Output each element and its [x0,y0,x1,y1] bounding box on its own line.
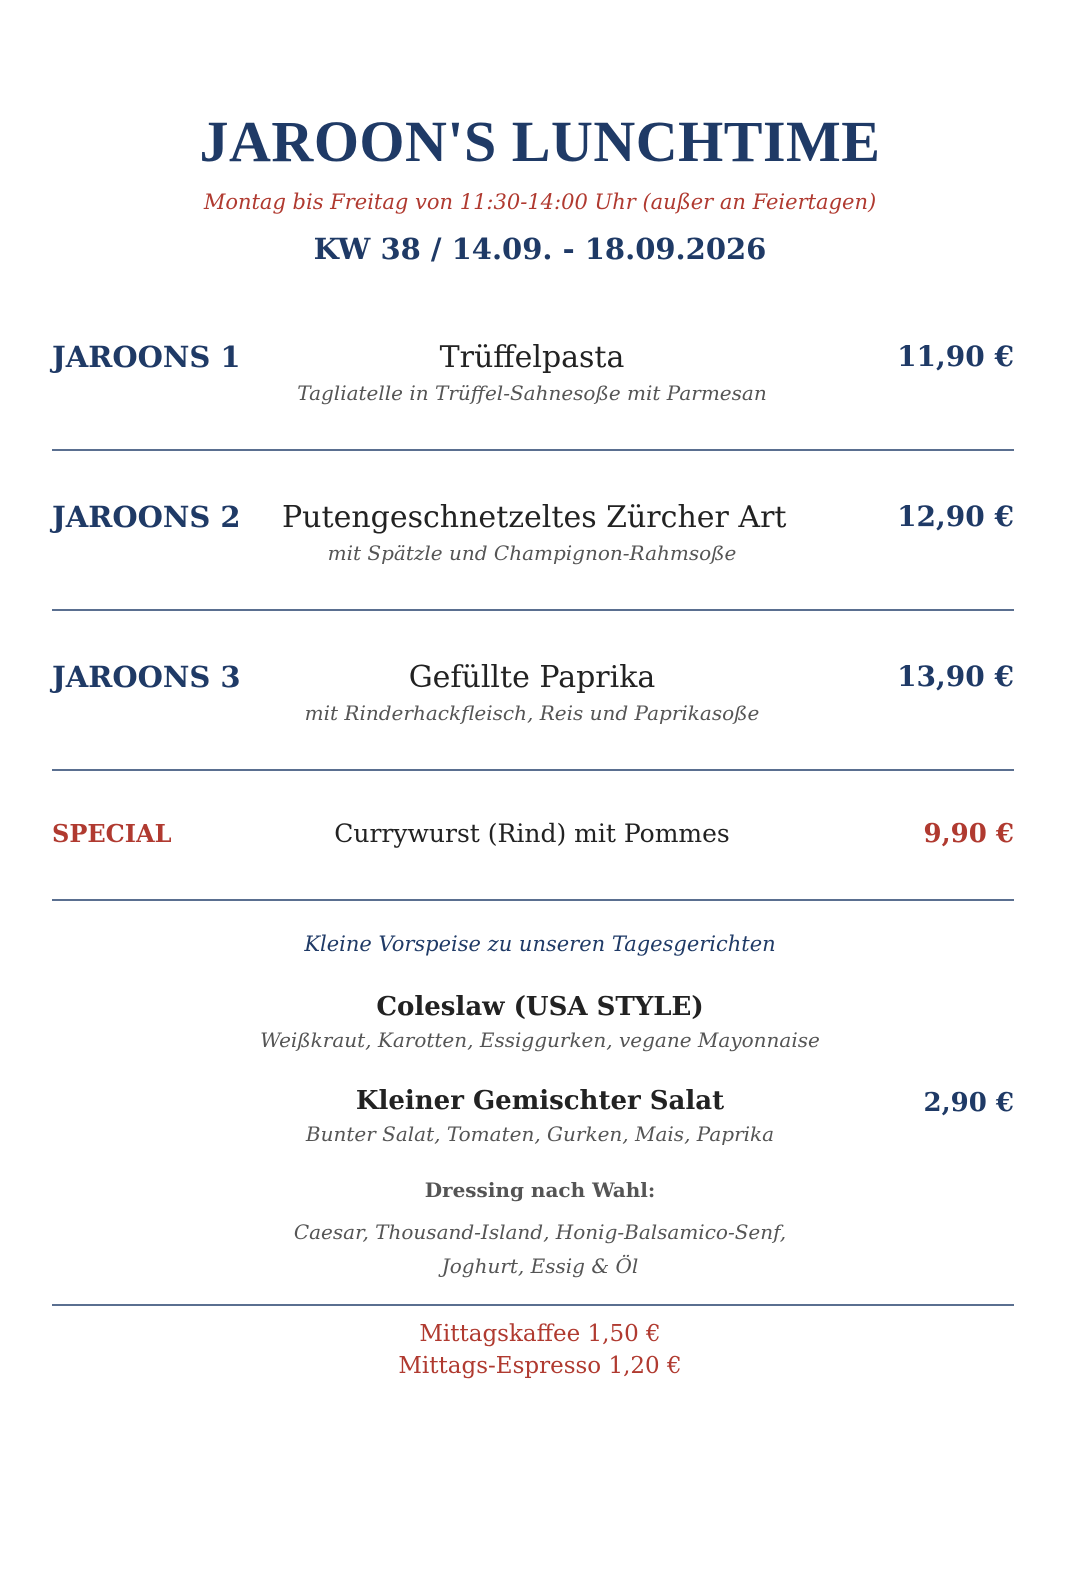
dressing-line: Joghurt, Essig & Öl [441,1254,639,1278]
starter-item [0,992,1080,1052]
menu-item-price: 11,90 € [897,340,1014,373]
week-range: KW 38 / 14.09. - 18.09.2026 [313,232,767,266]
menu-item-label: JAROONS 1 [52,340,241,374]
menu-item-price: 12,90 € [897,500,1014,533]
special-name: Currywurst (Rind) mit Pommes [334,819,730,848]
divider [52,609,1014,611]
dressing-options [0,1215,1080,1283]
special-label: SPECIAL [52,819,172,848]
page-title: JAROON'S LUNCHTIME [199,109,881,174]
starter-price: 2,90 € [923,1088,1014,1118]
starter-description: Bunter Salat, Tomaten, Gurken, Mais, Paprika [305,1122,775,1146]
divider [52,449,1014,451]
menu-item-description: mit Spätzle und Champignon-Rahmsoße [327,541,737,565]
divider [52,899,1014,901]
menu-item-description: Tagliatelle in Trüffel-Sahnesoße mit Parmesan [297,381,767,405]
menu-item-dish [282,340,782,405]
menu-item-name: Trüffelpasta [439,340,625,375]
beverages [0,1318,1080,1382]
starters-intro: Kleine Vorspeise zu unseren Tagesgerichten [304,932,776,956]
menu-item-description: mit Rinderhackfleisch, Reis und Paprikasoße [304,701,760,725]
menu-item-dish [282,660,782,725]
menu-item-dish [282,500,787,565]
opening-hours: Montag bis Freitag von 11:30-14:00 Uhr (außer an Feiertagen) [203,190,877,214]
dressing-title: Dressing nach Wahl: [424,1178,656,1202]
starter-description: Weißkraut, Karotten, Essiggurken, vegane Mayonnaise [260,1028,820,1052]
beverage-item: Mittagskaffee 1,50 € [419,1321,661,1347]
starter-name: Coleslaw (USA STYLE) [376,992,704,1022]
dressing-line: Caesar, Thousand-Island, Honig-Balsamico-Senf, [293,1220,787,1244]
divider [52,769,1014,771]
starter-item [0,1086,1080,1146]
menu-item-price: 13,90 € [897,660,1014,693]
menu-item-name: Gefüllte Paprika [408,660,656,695]
divider [52,1304,1014,1306]
beverage-item: Mittags-Espresso 1,20 € [398,1353,682,1379]
menu-item-name: Putengeschnetzeltes Zürcher Art [282,500,787,535]
starter-name: Kleiner Gemischter Salat [355,1086,725,1116]
menu-item-label: JAROONS 3 [52,660,241,694]
special-price: 9,90 € [923,819,1014,849]
menu-item-label: JAROONS 2 [52,500,241,534]
special-dish [282,819,782,848]
